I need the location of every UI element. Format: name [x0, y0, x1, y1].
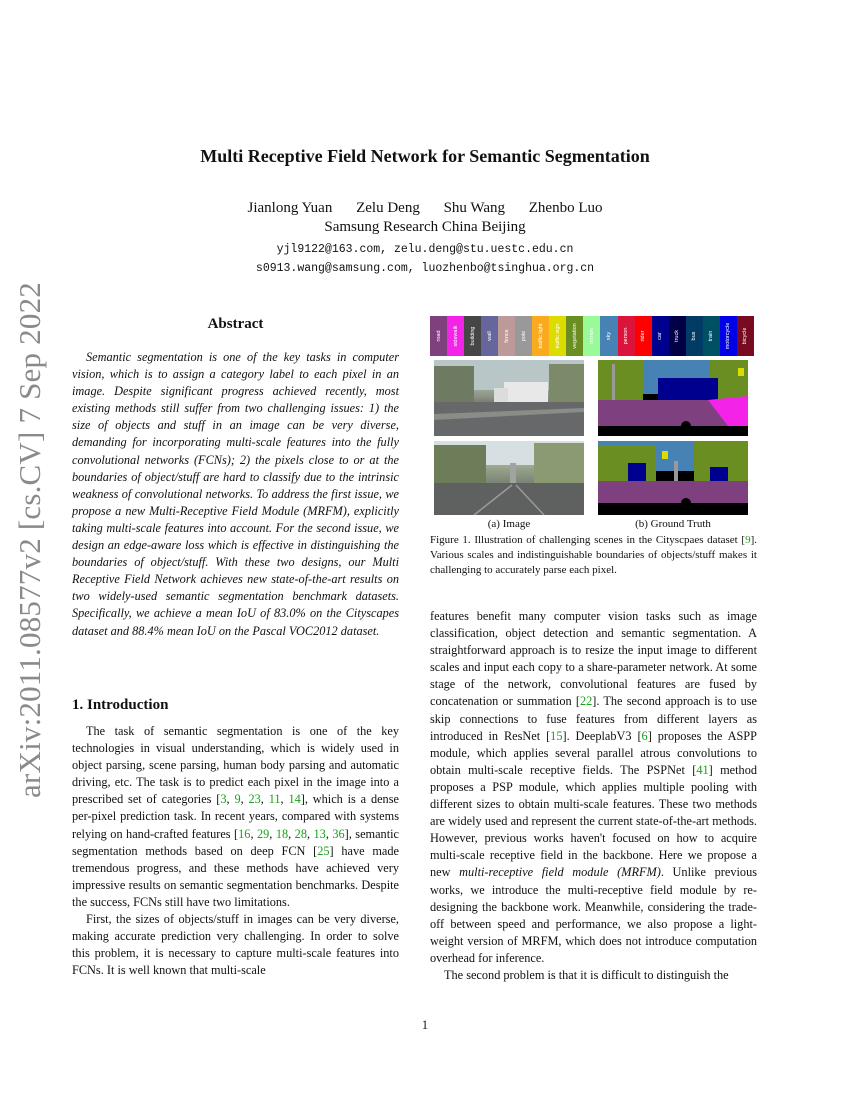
legend-chip: [652, 316, 669, 356]
legend-chip: [515, 316, 532, 356]
ground-truth-mask: [598, 441, 748, 515]
citation-link[interactable]: 41: [696, 762, 709, 777]
legend-label: rider: [640, 330, 647, 342]
legend-chip: [532, 316, 549, 356]
citation-link[interactable]: 23: [248, 792, 261, 807]
citation-link[interactable]: 36: [332, 826, 345, 841]
legend-label: terrain: [588, 328, 595, 344]
legend-label: traffic light: [537, 323, 544, 349]
legend-label: train: [708, 330, 715, 342]
section-heading: 1. Introduction: [72, 697, 169, 713]
subfigure-label: (b) Ground Truth: [635, 518, 711, 530]
legend-chip: [583, 316, 600, 356]
affiliation: Samsung Research China Beijing: [324, 219, 526, 235]
ground-truth-art: [598, 360, 748, 436]
legend-chip: [669, 316, 686, 356]
citation-link[interactable]: 3: [220, 792, 227, 807]
street-scene-image: [434, 441, 584, 515]
citation-link[interactable]: 6: [641, 728, 648, 743]
legend-label: fence: [503, 329, 510, 343]
legend-label: truck: [674, 330, 681, 342]
legend-chip: [686, 316, 703, 356]
abstract-heading: Abstract: [207, 316, 264, 332]
citation-link[interactable]: 16: [238, 826, 251, 841]
citation-link[interactable]: 15: [550, 728, 563, 743]
legend-label: car: [657, 332, 664, 340]
legend-chip: [549, 316, 566, 356]
ground-truth-mask: [598, 360, 748, 436]
citation-link[interactable]: 14: [288, 792, 301, 807]
right-column-text: [430, 608, 757, 984]
subfigure-label: (a) Image: [487, 518, 531, 530]
arxiv-stamp-text: arXiv:2011.08577v2 [cs.CV] 7 Sep 2022: [12, 282, 47, 798]
page-number: 1: [421, 1018, 429, 1032]
citation-link[interactable]: 22: [579, 694, 593, 709]
legend-label: motorcycle: [725, 322, 732, 350]
legend-label: bicycle: [742, 327, 749, 345]
legend-label: pole: [520, 330, 527, 342]
legend-label: wall: [486, 331, 493, 341]
legend-chip: [720, 316, 737, 356]
arxiv-stamp: [8, 282, 52, 798]
email-line: s0913.wang@samsung.com, luozhenbo@tsinghua.org.cn: [255, 262, 595, 275]
legend-label: vegetation: [571, 323, 578, 349]
paragraph: First, the sizes of objects/stuff in images can be very diverse, making accurate prediction very challenging. In order to solve this problem, it is necessary to capture multi-scale features into FCNs. It is well known that multi-scale: [72, 912, 399, 978]
legend-label: sky: [605, 331, 612, 341]
citation-link[interactable]: 18: [275, 826, 289, 841]
legend-chip: [566, 316, 583, 356]
legend-chip: [498, 316, 515, 356]
class-color-legend: [430, 316, 754, 356]
author: Zelu Deng: [356, 200, 420, 216]
legend-chip: [600, 316, 617, 356]
legend-chip: [430, 316, 447, 356]
author: Shu Wang: [443, 200, 506, 216]
paper-title: Multi Receptive Field Network for Semantic Segmentation: [200, 146, 650, 166]
citation-link[interactable]: 9: [234, 792, 241, 807]
legend-chip: [635, 316, 652, 356]
street-scene-art: [434, 441, 584, 515]
paragraph: The task of semantic segmentation is one of the key technologies in visual understanding, which is widely used in object parsing, scene parsing, human body parsing and automatic driving, etc. The task is to predict each pixel in the image into a prescribed set of categories [3, 9, 23, 11, 14], which is a dense per-pixel prediction task. In recent years, compared with systems relying on hand-crafted features [16, 29, 18, 28, 13, 36], semantic segmentation methods based on deep FCN [25] have made tremendous progress, and these methods have achieved very impressive results on semantic segmentation benchmarks. Despite the success, FCNs still have two limitations.: [72, 724, 399, 909]
citation-link[interactable]: 25: [317, 843, 330, 858]
legend-chip: [464, 316, 481, 356]
author: Jianlong Yuan: [247, 200, 333, 216]
paragraph: The second problem is that it is difficult to distinguish the: [444, 967, 729, 982]
street-scene-art: [434, 360, 584, 436]
ground-truth-art: [598, 441, 748, 515]
author-list: [0, 200, 850, 217]
legend-chip: [447, 316, 464, 356]
legend-label: traffic sign: [554, 323, 561, 349]
legend-label: road: [435, 330, 442, 342]
citation-link[interactable]: 29: [256, 826, 270, 841]
emphasis: multi-receptive field module (MRFM): [459, 865, 661, 880]
legend-label: building: [469, 326, 476, 346]
abstract-text: Semantic segmentation is one of the key tasks in computer vision, which is to assign a category label to each pixel in an image. Despite significant progress achieved recently, most existing methods still suffer from two challenging issues: 1) the size of objects and stuff in an image can be very diverse, demanding for incorporating multi-scale features into the fully convolutional networks (FCNs); 2) the pixels close to or at the boundaries of object/stuff are hard to classify due to the intrinsic weakness of convolutional networks. To address the first issue, we propose a new Multi-Receptive Field Module (MRFM), explicitly taking multi-scale features into account. For the second issue, we design an edge-aware loss which is effective in distinguishing the boundaries of object/stuff. With these two designs, our Multi Receptive Field Network achieves new state-of-the-art results on two widely-used semantic segmentation benchmark datasets. Specifically, we achieve a mean IoU of 83.0% on the Cityscapes dataset and 88.4% mean IoU on the Pascal VOC2012 dataset.: [72, 350, 399, 638]
author: Zhenbo Luo: [528, 200, 603, 216]
intro-body: [72, 723, 399, 979]
paragraph: features benefit many computer vision tasks such as image classification, object detection and semantic segmentation. A straightforward approach is to resize the input image to different scales and input each copy to a share-parameter network. At some stage of the network, convolutional features are fused by concatenation or summation [22]. The second approach is to use skip connections to fuse features from different layers as introduced in ResNet [15]. DeeplabV3 [6] proposes the ASPP module, which applies several parallel atrous convolutions to obtain multi-scale receptive fields. The PSPNet [41] method proposes a PSP module, which applies multiple pooling with different sizes to obtain multi-scale features. These two methods are widely used and represent the current state-of-the-art methods. However, previous works haven't focused on how to acquire multi-scale receptive field in the backbone. Here we propose a new multi-receptive field module (MRFM). Unlike previous works, we introduce the multi-receptive field module by re-designing the backbone work. Meanwhile, considering the trade-off between speed and performance, we also propose a light-weight version of MRFM, which does not introduce computation overhead for inference.: [430, 609, 757, 965]
legend-chip: [618, 316, 635, 356]
legend-chip: [481, 316, 498, 356]
citation-link[interactable]: 9: [745, 534, 751, 546]
legend-label: sidewalk: [452, 325, 459, 347]
citation-link[interactable]: 28: [294, 826, 307, 841]
citation-link[interactable]: 13: [313, 826, 326, 841]
legend-chip: [703, 316, 720, 356]
citation-link[interactable]: 11: [268, 792, 281, 807]
street-scene-image: [434, 360, 584, 436]
email-line: yjl9122@163.com, zelu.deng@stu.uestc.edu.cn: [276, 243, 574, 256]
figure-caption: Figure 1. Illustration of challenging scenes in the Cityscpaes dataset [9]. Various scales and indistinguishable boundaries of objects/stuff makes it challenging to accurately parse each pixel.: [430, 534, 757, 576]
legend-label: bus: [691, 331, 698, 341]
legend-label: person: [623, 327, 630, 345]
legend-chip: [737, 316, 754, 356]
